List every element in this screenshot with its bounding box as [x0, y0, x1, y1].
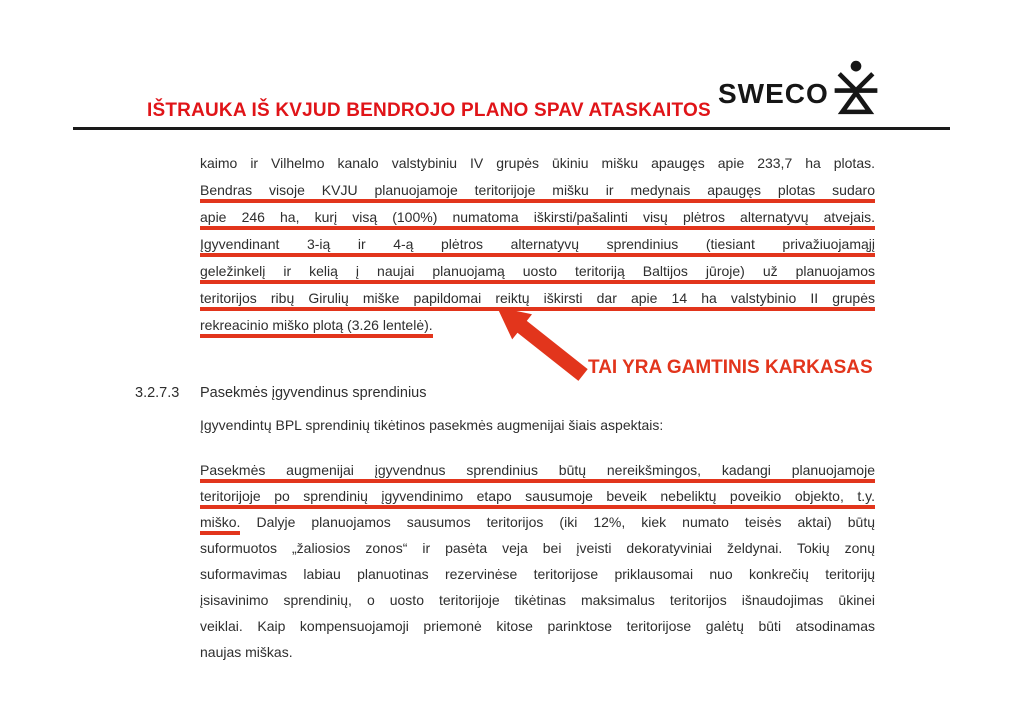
text-line: [200, 639, 875, 665]
red-underlined-text: miško.: [200, 514, 240, 535]
plain-text: veiklai. Kaip kompensuojamoji priemonė kitose parinktose teritorijose galėtų būti atsodinamas: [200, 618, 875, 634]
text-line: [200, 231, 875, 258]
sweco-logo: [716, 60, 884, 118]
red-underlined-text: teritorijos ribų Girulių miške papildomai reiktų iškirsti dar apie 14 ha valstybinio II grupės: [200, 290, 875, 311]
text-line: [200, 587, 875, 613]
red-underlined-text: rekreacinio miško plotą (3.26 lentelė).: [200, 317, 433, 338]
text-line: [200, 150, 875, 177]
header-divider: [73, 127, 950, 130]
section-title: Pasekmės įgyvendinus sprendinius: [200, 385, 427, 401]
text-line: [200, 509, 875, 535]
red-underlined-text: Pasekmės augmenijai įgyvendnus sprendinius būtų nereikšmingos, kadangi planuojamoje: [200, 462, 875, 483]
text-line: [200, 177, 875, 204]
red-underlined-text: Įgyvendinant 3-ią ir 4-ą plėtros alternatyvų sprendinius (tiesiant privažiuojamąjį: [200, 236, 875, 257]
text-line: [200, 561, 875, 587]
plain-text: kaimo ir Vilhelmo kanalo valstybiniu IV grupės ūkiniu mišku apaugęs apie 233,7 ha plotas.: [200, 155, 875, 171]
text-line: [200, 613, 875, 639]
section-number: 3.2.7.3: [135, 385, 180, 401]
plain-text: suformavimas labiau planuotinas rezervinėse teritorijose priklausomai nuo konkrečių teritorijų: [200, 566, 875, 582]
plain-text: suformuotos „žaliosios zonos“ ir pasėta veja bei įveisti dekoratyviniai želdynai. Tokių zonų: [200, 540, 875, 556]
section-heading: [135, 385, 427, 401]
text-line: [200, 535, 875, 561]
intro-line: Įgyvendintų BPL sprendinių tikėtinos pasekmės augmenijai šiais aspektais:: [200, 417, 664, 433]
plain-text: naujas miškas.: [200, 644, 293, 660]
paragraph-consequences: [200, 457, 875, 665]
plain-text: įsisavinimo sprendinių, o uosto teritorijoje tikėtinas maksimalus teritorijos išnaudojimas ūkinei: [200, 592, 875, 608]
red-underlined-text: teritorijoje po sprendinių įgyvendinimo etapo sausumoje beveik nebeliktų poveikio objekto, t.y.: [200, 488, 875, 509]
text-line: [200, 457, 875, 483]
sweco-symbol-icon: [832, 60, 880, 118]
page-title: IŠTRAUKA IŠ KVJUD BENDROJO PLANO SPAV ATASKAITOS: [147, 100, 711, 121]
text-line: [200, 258, 875, 285]
sweco-logo-text: SWECO: [718, 78, 829, 109]
text-line: [200, 483, 875, 509]
red-underlined-text: geležinkelį ir kelią į naujai planuojamą uosto teritoriją Baltijos jūroje) už planuojamos: [200, 263, 875, 284]
plain-text: Dalyje planuojamos sausumos teritorijos (iki 12%, kiek numato teisės aktai) būtų: [240, 514, 875, 530]
annotation-arrow-icon: [486, 298, 602, 388]
red-underlined-text: apie 246 ha, kurį visą (100%) numatoma iškirsti/pašalinti visų plėtros alternatyvų atvejais.: [200, 209, 875, 230]
annotation-text: TAI YRA GAMTINIS KARKASAS: [588, 357, 873, 378]
red-underlined-text: Bendras visoje KVJU planuojamoje teritorijoje mišku ir medynais apaugęs plotas sudaro: [200, 182, 875, 203]
text-line: [200, 204, 875, 231]
